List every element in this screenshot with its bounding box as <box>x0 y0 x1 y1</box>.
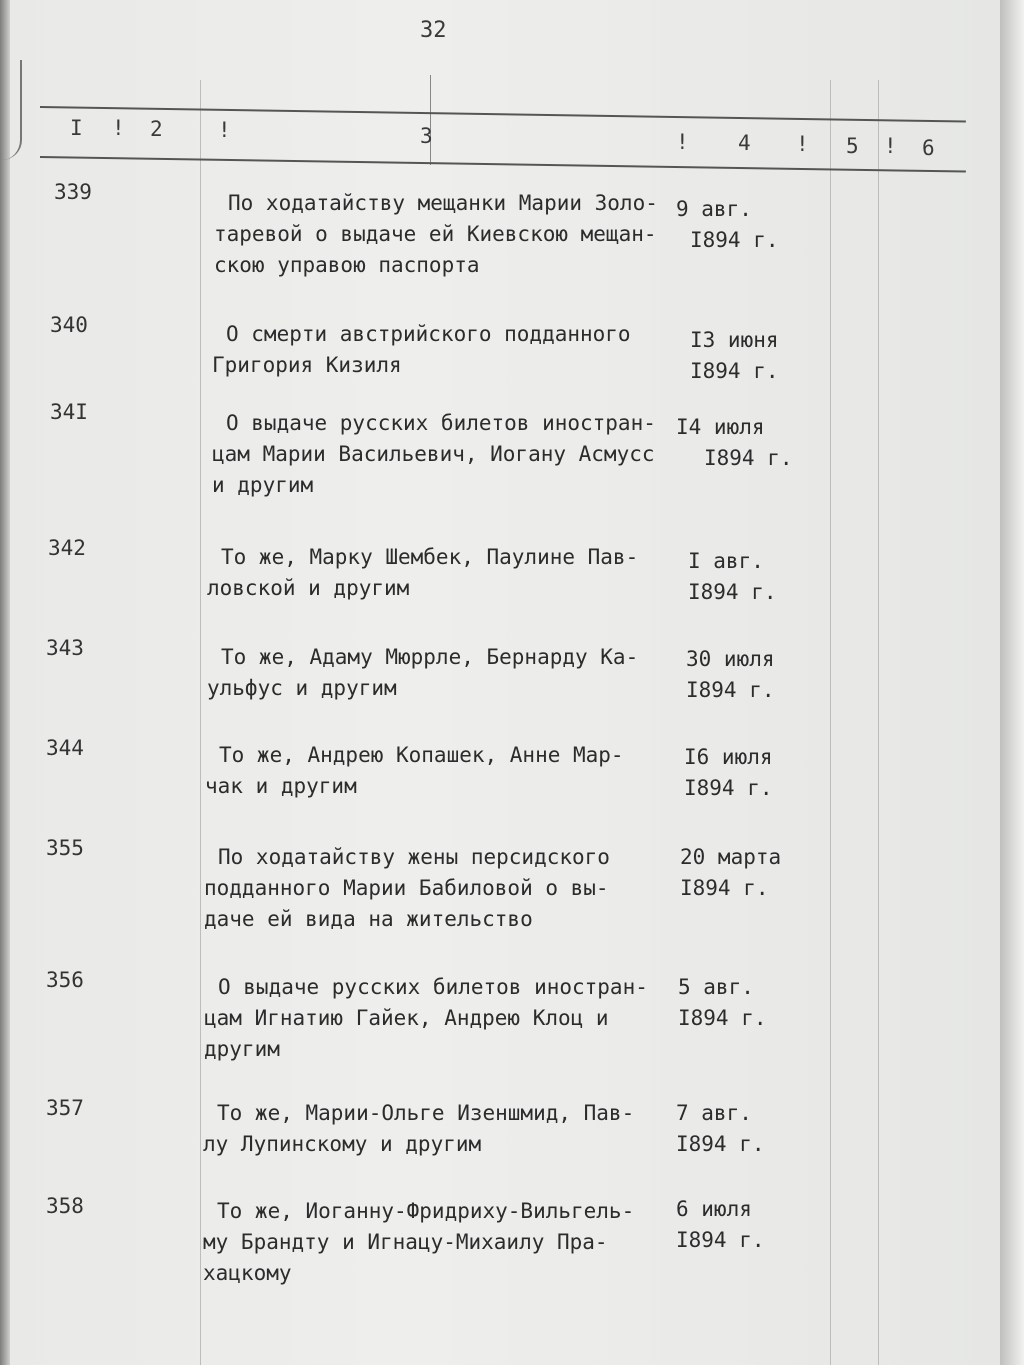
entry-date <box>684 742 834 804</box>
date-line: I894 г. <box>704 446 793 470</box>
entry-date <box>676 1098 826 1160</box>
header-separator-1: ! <box>112 116 125 140</box>
description-line: подданного Марии Бабиловой о вы- <box>204 876 609 900</box>
entry-description <box>203 1098 673 1160</box>
entry-date <box>676 412 826 474</box>
date-line: I894 г. <box>686 678 775 702</box>
entry-number: 344 <box>46 736 84 760</box>
description-line: О выдаче русских билетов иностран- <box>218 975 648 999</box>
entry-number: 339 <box>54 180 92 204</box>
date-line: I894 г. <box>676 1132 765 1156</box>
description-line: По ходатайству жены персидского <box>218 845 610 869</box>
description-line: О выдаче русских билетов иностран- <box>226 411 656 435</box>
header-col-6: 6 <box>922 136 935 160</box>
date-line: 5 авг. <box>678 975 754 999</box>
entry-date <box>690 325 840 387</box>
description-line: цам Игнатию Гайек, Андрею Клоц и <box>204 1006 609 1030</box>
entry-date <box>676 194 826 256</box>
page-right-edge <box>1000 0 1024 1365</box>
description-line: ловской и другим <box>207 576 410 600</box>
description-line: и другим <box>212 473 314 497</box>
description-line: хацкому <box>203 1261 292 1285</box>
description-line: По ходатайству мещанки Марии Золо- <box>228 191 658 215</box>
date-line: I авг. <box>688 549 764 573</box>
description-line: То же, Адаму Мюррле, Бернарду Ка- <box>221 645 639 669</box>
entry-description <box>207 542 677 604</box>
date-line: 6 июля <box>676 1197 752 1221</box>
description-line: таревой о выдаче ей Киевскою мещан- <box>214 222 657 246</box>
entry-date <box>688 546 838 608</box>
description-line: му Брандту и Игнацу-Михаилу Пра- <box>203 1230 608 1254</box>
date-line: I894 г. <box>690 228 779 252</box>
date-line: I894 г. <box>684 776 773 800</box>
header-col-5: 5 <box>846 134 859 158</box>
page-curl <box>0 60 22 160</box>
page-number: 32 <box>420 18 447 43</box>
description-line: То же, Марии-Ольге Изеншмид, Пав- <box>217 1101 635 1125</box>
description-line: То же, Андрею Копашек, Анне Мар- <box>219 743 624 767</box>
header-col-3: 3 <box>420 124 433 148</box>
entry-number: 340 <box>50 313 88 337</box>
entry-date <box>676 1194 826 1256</box>
date-line: 30 июля <box>686 647 775 671</box>
entry-description <box>212 408 682 501</box>
entry-number: 358 <box>46 1194 84 1218</box>
header-separator-5: ! <box>884 134 897 158</box>
entry-description <box>205 740 675 802</box>
date-line: I894 г. <box>678 1006 767 1030</box>
date-line: I894 г. <box>680 876 769 900</box>
date-line: I6 июля <box>684 745 773 769</box>
entry-number: 342 <box>48 536 86 560</box>
entry-description <box>204 972 674 1065</box>
column-guide-1 <box>200 80 201 1365</box>
entry-number: 343 <box>46 636 84 660</box>
entry-date <box>680 842 830 904</box>
description-line: ульфус и другим <box>207 676 397 700</box>
entry-description <box>214 188 684 281</box>
entry-date <box>678 972 828 1034</box>
date-line: 20 марта <box>680 845 782 869</box>
date-line: 7 авг. <box>676 1101 752 1125</box>
header-separator-4: ! <box>796 132 809 156</box>
description-line: другим <box>204 1037 280 1061</box>
entry-number: 34I <box>50 400 88 424</box>
description-line: чак и другим <box>205 774 357 798</box>
header-separator-2: ! <box>218 118 231 142</box>
entry-description <box>207 642 677 704</box>
description-line: Григория Кизиля <box>212 353 402 377</box>
entry-number: 356 <box>46 968 84 992</box>
entry-number: 355 <box>46 836 84 860</box>
date-line: I4 июля <box>676 415 765 439</box>
header-col-2: 2 <box>150 117 163 141</box>
description-line: скою управою паспорта <box>214 253 480 277</box>
entry-description <box>203 1196 673 1289</box>
date-line: I894 г. <box>676 1228 765 1252</box>
date-line: I894 г. <box>690 359 779 383</box>
description-line: лу Лупинскому и другим <box>203 1132 482 1156</box>
description-line: О смерти австрийского подданного <box>226 322 631 346</box>
description-line: То же, Иоганну-Фридриху-Вильгель- <box>217 1199 635 1223</box>
date-line: 9 авг. <box>676 197 752 221</box>
entry-date <box>686 644 836 706</box>
header-col-4: 4 <box>738 131 751 155</box>
entry-description <box>212 319 682 381</box>
entry-description <box>204 842 674 935</box>
description-line: даче ей вида на жительство <box>204 907 533 931</box>
description-line: цам Марии Васильевич, Иогану Асмусс <box>212 442 655 466</box>
description-line: То же, Марку Шембек, Паулине Пав- <box>221 545 639 569</box>
entry-number: 357 <box>46 1096 84 1120</box>
column-guide-2 <box>430 75 431 165</box>
column-guide-3 <box>830 80 831 1365</box>
header-col-1: I <box>70 116 83 140</box>
date-line: I894 г. <box>688 580 777 604</box>
binding-edge <box>0 0 10 1365</box>
column-guide-4 <box>878 80 879 1365</box>
header-separator-3: ! <box>676 130 689 154</box>
date-line: I3 июня <box>690 328 779 352</box>
